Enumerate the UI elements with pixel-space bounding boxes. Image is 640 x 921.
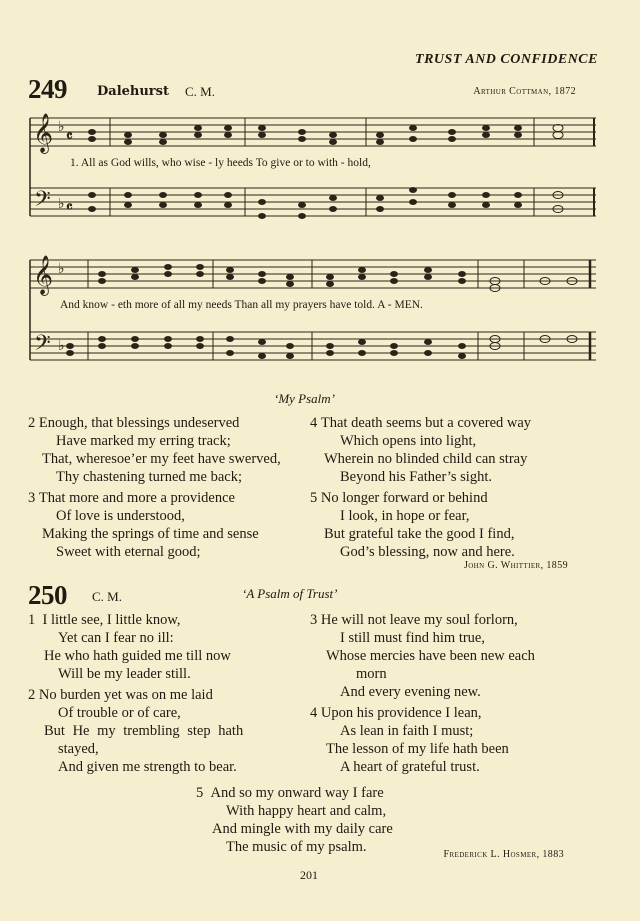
treble-clef-icon: 𝄞	[33, 257, 54, 294]
svg-text:♭: ♭	[58, 262, 65, 277]
svg-text:♭: ♭	[58, 120, 65, 135]
hymn-249-meter: C. M.	[185, 84, 215, 99]
hymn-250-number: 250	[28, 580, 67, 610]
svg-text:𝄴: 𝄴	[66, 129, 73, 145]
hymn-250-stanza-4: 4 Upon his providence I lean, As lean in faith I must; The lesson of my life hath been A heart of grateful trust.	[310, 705, 509, 775]
treble-clef-icon: 𝄞	[33, 115, 54, 152]
hymn-250-stanza-3: 3 He will not leave my soul forlorn, I still must find him true, Whose mercies have been new each morn And every evening new.	[310, 612, 535, 700]
hymn-249-title: ‘My Psalm’	[274, 391, 336, 406]
composer-credit: Arthur Cottman, 1872	[473, 86, 576, 97]
lyric-line-2: And know - eth more of all my needs Than all my prayers have told. A - MEN.	[60, 299, 423, 311]
music-score	[0, 0, 640, 400]
hymn-249-stanza-2: 2 Enough, that blessings undeserved Have marked my erring track; That, wheresoe’er my feet have swerved, Thy chastening turned me back;	[28, 415, 281, 485]
hymn-250-title: ‘A Psalm of Trust’	[242, 586, 338, 601]
hymn-249-stanza-5: 5 No longer forward or behind I look, in hope or fear, But grateful take the good I find, God’s blessing, now and here.	[310, 490, 515, 560]
bass-staff-1	[30, 188, 596, 216]
svg-text:𝄴: 𝄴	[66, 200, 73, 216]
page-number: 201	[300, 868, 318, 882]
lyric-line-1: 1. All as God wills, who wise - ly heeds To give or to with - hold,	[70, 157, 371, 169]
hymn-249-author: John G. Whittier, 1859	[463, 560, 568, 571]
bass-clef-icon: 𝄢	[34, 331, 51, 360]
hymn-250-stanza-1: 1 I little see, I little know, Yet can I fear no ill: He who hath guided me till now Will be my leader still.	[28, 612, 231, 682]
hymn-249-stanza-4: 4 That death seems but a covered way Which opens into light, Wherein no blinded child can stray Beyond his Father’s sight.	[310, 415, 532, 485]
hymn-249-stanza-3: 3 That more and more a providence Of love is understood, Making the springs of time and sense Sweet with eternal good;	[28, 490, 259, 560]
treble-staff-2	[30, 260, 596, 288]
hymn-250-stanza-2: 2 No burden yet was on me laid Of trouble or of care, But He my trembling step hath stayed, And given me strength to bear.	[28, 687, 244, 775]
hymn-249-number: 249	[28, 74, 67, 104]
bass-clef-icon: 𝄢	[34, 187, 51, 216]
treble-staff-1	[30, 118, 596, 146]
hymn-250-author: Frederick L. Hosmer, 1883	[443, 849, 564, 860]
svg-text:♭: ♭	[58, 339, 65, 354]
section-heading: TRUST AND CONFIDENCE	[415, 52, 598, 67]
tune-name: Dalehurst	[97, 84, 169, 99]
hymn-250-meter: C. M.	[92, 589, 122, 604]
hymn-250-stanza-5: 5 And so my onward way I fare With happy heart and calm, And mingle with my daily care The music of my psalm.	[196, 785, 393, 855]
bass-staff-2	[30, 332, 596, 360]
svg-text:♭: ♭	[58, 197, 65, 212]
